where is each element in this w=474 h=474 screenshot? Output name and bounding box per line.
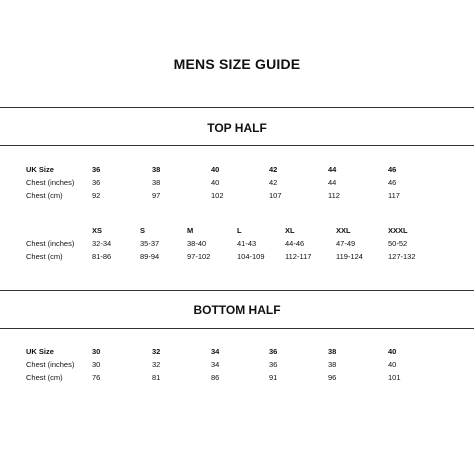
top-uk-table-cell: 36: [92, 165, 101, 174]
top-letter-table-cell: 38-40: [187, 239, 207, 248]
bottom-uk-table-cell: 32: [152, 360, 161, 369]
bottom-uk-table-cell: 38: [328, 360, 337, 369]
bottom-uk-table-row-label: Chest (cm): [26, 373, 63, 382]
bottom-uk-table-row-label: UK Size: [26, 347, 54, 356]
top-uk-table-cell: 40: [211, 165, 220, 174]
top-uk-table-cell: 42: [269, 178, 278, 187]
top-uk-table-cell: 46: [388, 178, 397, 187]
top-letter-table-cell: 47-49: [336, 239, 356, 248]
divider: [0, 107, 474, 108]
bottom-uk-table-row-label: Chest (inches): [26, 360, 75, 369]
bottom-uk-table-cell: 40: [388, 360, 397, 369]
top-uk-table-cell: 36: [92, 178, 101, 187]
top-letter-table-cell: 32-34: [92, 239, 112, 248]
top-uk-table-cell: 42: [269, 165, 278, 174]
top-uk-table-cell: 117: [388, 191, 400, 200]
top-letter-table-cell: 41-43: [237, 239, 257, 248]
bottom-uk-table-cell: 40: [388, 347, 397, 356]
bottom-uk-table-cell: 101: [388, 373, 401, 382]
top-letter-table-cell: 35-37: [140, 239, 160, 248]
top-letter-table-row-label: Chest (cm): [26, 252, 63, 261]
top-uk-table-cell: 44: [328, 165, 337, 174]
bottom-uk-table-cell: 86: [211, 373, 220, 382]
top-letter-table-cell: 89-94: [140, 252, 160, 261]
top-letter-size-header: S: [140, 226, 146, 235]
bottom-uk-table-cell: 76: [92, 373, 101, 382]
top-uk-table-row-label: Chest (cm): [26, 191, 63, 200]
top-uk-table-cell: 102: [211, 191, 224, 200]
bottom-uk-table-cell: 91: [269, 373, 278, 382]
top-uk-table-cell: 40: [211, 178, 220, 187]
bottom-uk-table-cell: 34: [211, 347, 220, 356]
top-letter-table-cell: 119-124: [336, 252, 363, 261]
top-uk-table-cell: 97: [152, 191, 161, 200]
top-letter-table-cell: 127-132: [388, 252, 416, 261]
top-letter-table-cell: 112-117: [285, 252, 312, 261]
section-title-top-half: TOP HALF: [207, 121, 267, 135]
top-letter-table-row-label: Chest (inches): [26, 239, 75, 248]
divider: [0, 290, 474, 291]
top-letter-size-header: XXXL: [388, 226, 408, 235]
bottom-uk-table-cell: 38: [328, 347, 337, 356]
bottom-uk-table-cell: 36: [269, 347, 278, 356]
bottom-uk-table-cell: 30: [92, 360, 101, 369]
top-letter-table-cell: 97-102: [187, 252, 211, 261]
top-letter-table-cell: 50-52: [388, 239, 408, 248]
top-uk-table-cell: 38: [152, 165, 161, 174]
top-letter-size-header: L: [237, 226, 242, 235]
top-uk-table-row-label: UK Size: [26, 165, 54, 174]
top-uk-table-cell: 112: [328, 191, 340, 200]
top-uk-table-cell: 44: [328, 178, 337, 187]
bottom-uk-table-cell: 34: [211, 360, 220, 369]
bottom-uk-table-cell: 81: [152, 373, 161, 382]
top-uk-table-cell: 46: [388, 165, 397, 174]
top-letter-size-header: XXL: [336, 226, 351, 235]
page-title: MENS SIZE GUIDE: [173, 56, 301, 72]
divider: [0, 328, 474, 329]
top-letter-table-cell: 104-109: [237, 252, 265, 261]
top-uk-table-cell: 38: [152, 178, 161, 187]
divider: [0, 145, 474, 146]
top-letter-table-cell: 81-86: [92, 252, 112, 261]
section-title-bottom-half: BOTTOM HALF: [193, 303, 281, 317]
top-letter-table-cell: 44-46: [285, 239, 305, 248]
bottom-uk-table-cell: 36: [269, 360, 278, 369]
top-uk-table-cell: 92: [92, 191, 101, 200]
top-letter-size-header: XS: [92, 226, 103, 235]
top-uk-table-cell: 107: [269, 191, 282, 200]
top-letter-size-header: M: [187, 226, 194, 235]
bottom-uk-table-cell: 30: [92, 347, 101, 356]
bottom-uk-table-cell: 96: [328, 373, 337, 382]
top-uk-table-row-label: Chest (inches): [26, 178, 75, 187]
top-letter-size-header: XL: [285, 226, 295, 235]
bottom-uk-table-cell: 32: [152, 347, 161, 356]
